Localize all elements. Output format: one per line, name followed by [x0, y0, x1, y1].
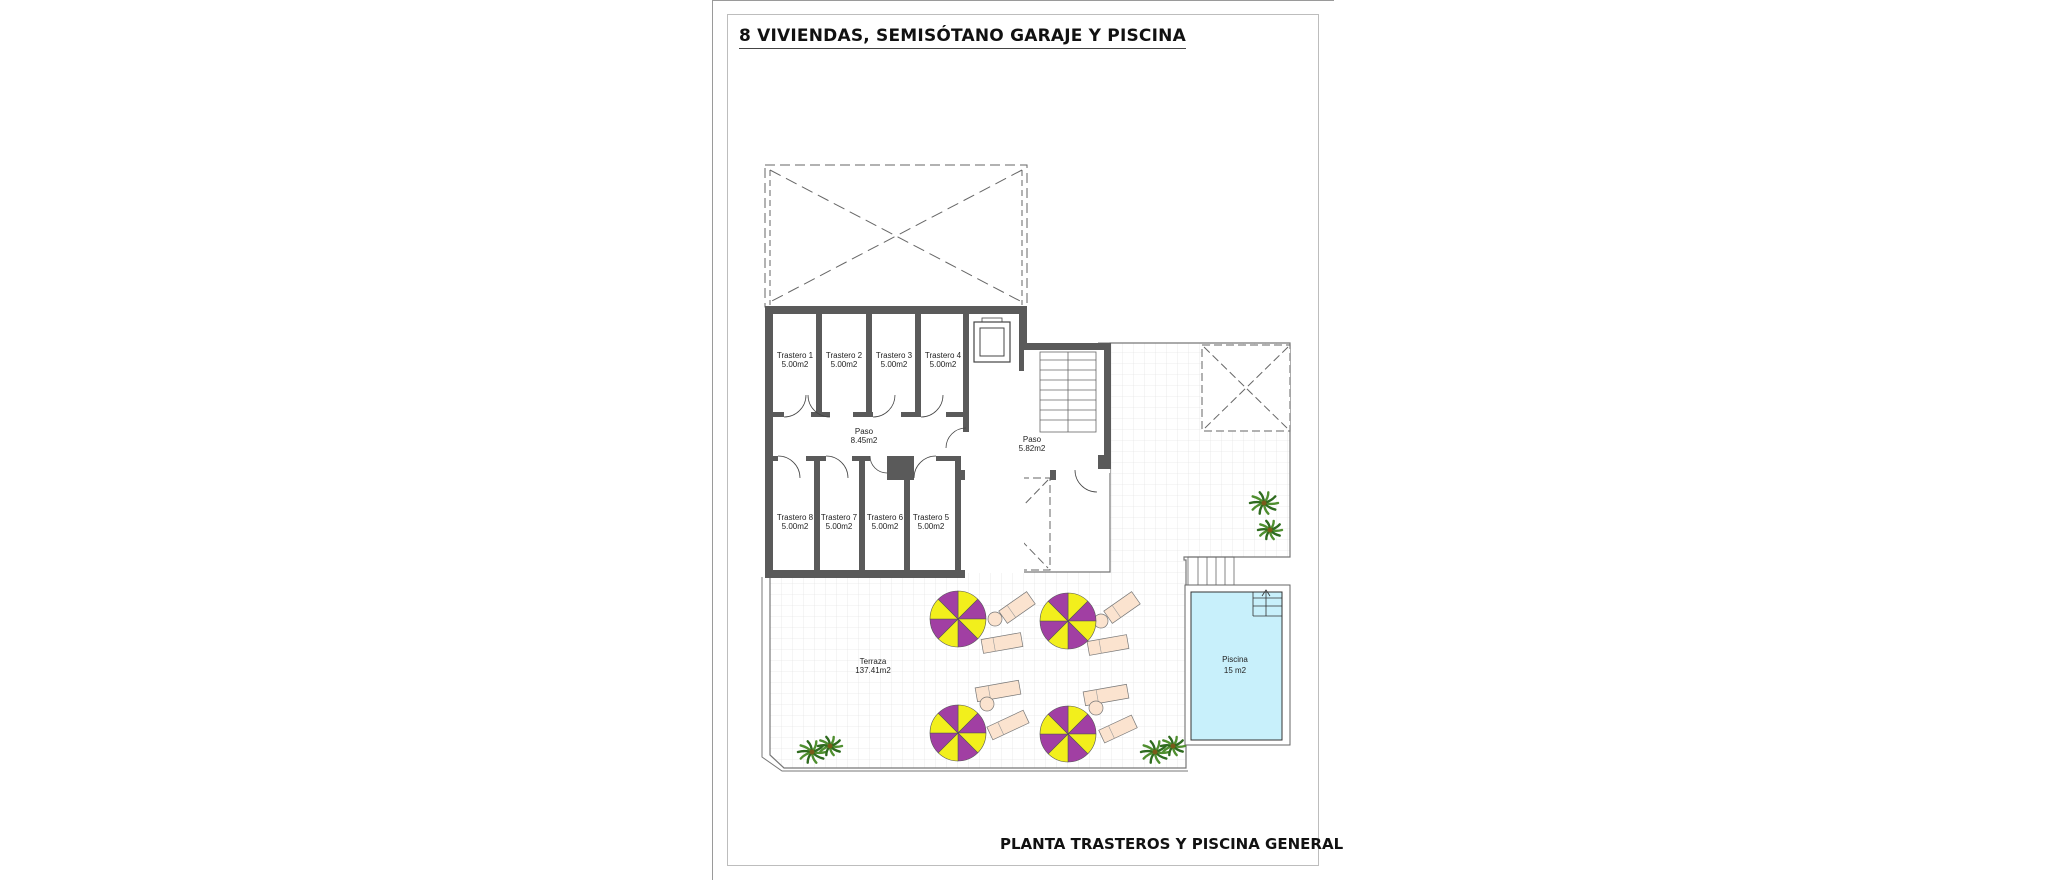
paso2-name: Paso: [1022, 435, 1042, 444]
piscina-name: Piscina: [1222, 655, 1248, 664]
paso1-name: Paso: [854, 427, 874, 436]
sheet-title: 8 VIVIENDAS, SEMISÓTANO GARAJE Y PISCINA: [739, 26, 1186, 49]
trastero4-name: Trastero 4: [924, 351, 962, 360]
terraza-name: Terraza: [859, 657, 887, 666]
side-table: [1089, 701, 1103, 715]
umbrella: [930, 705, 986, 761]
paso1-area: 8.45m2: [850, 436, 878, 445]
trastero8-area: 5.00m2: [781, 522, 809, 531]
terraza-area: 137.41m2: [855, 666, 891, 675]
piscina-area: 15 m2: [1223, 666, 1247, 675]
umbrella: [1040, 706, 1096, 762]
trastero5-name: Trastero 5: [912, 513, 950, 522]
trastero3-area: 5.00m2: [880, 360, 908, 369]
pool-stairs: [1188, 557, 1234, 589]
trastero2-name: Trastero 2: [825, 351, 863, 360]
storage-block: [765, 306, 1111, 578]
trastero7-name: Trastero 7: [820, 513, 858, 522]
trastero6-name: Trastero 6: [866, 513, 904, 522]
umbrella: [1040, 593, 1096, 649]
door-swing: [1075, 470, 1097, 492]
trastero5-area: 5.00m2: [917, 522, 945, 531]
side-table: [980, 697, 994, 711]
paso2-area: 5.82m2: [1018, 444, 1046, 453]
corner-void: [1202, 345, 1290, 431]
trastero1-name: Trastero 1: [776, 351, 814, 360]
trastero6-area: 5.00m2: [871, 522, 899, 531]
trastero3-name: Trastero 3: [875, 351, 913, 360]
umbrella: [930, 591, 986, 647]
trastero2-area: 5.00m2: [830, 360, 858, 369]
trastero1-area: 5.00m2: [781, 360, 809, 369]
sheet-subtitle: PLANTA TRASTEROS Y PISCINA GENERAL: [1000, 835, 1344, 853]
upper-void: [765, 165, 1027, 307]
trastero7-area: 5.00m2: [825, 522, 853, 531]
trastero4-area: 5.00m2: [929, 360, 957, 369]
pool: [1185, 585, 1290, 745]
side-table: [988, 612, 1002, 626]
trastero8-name: Trastero 8: [776, 513, 814, 522]
